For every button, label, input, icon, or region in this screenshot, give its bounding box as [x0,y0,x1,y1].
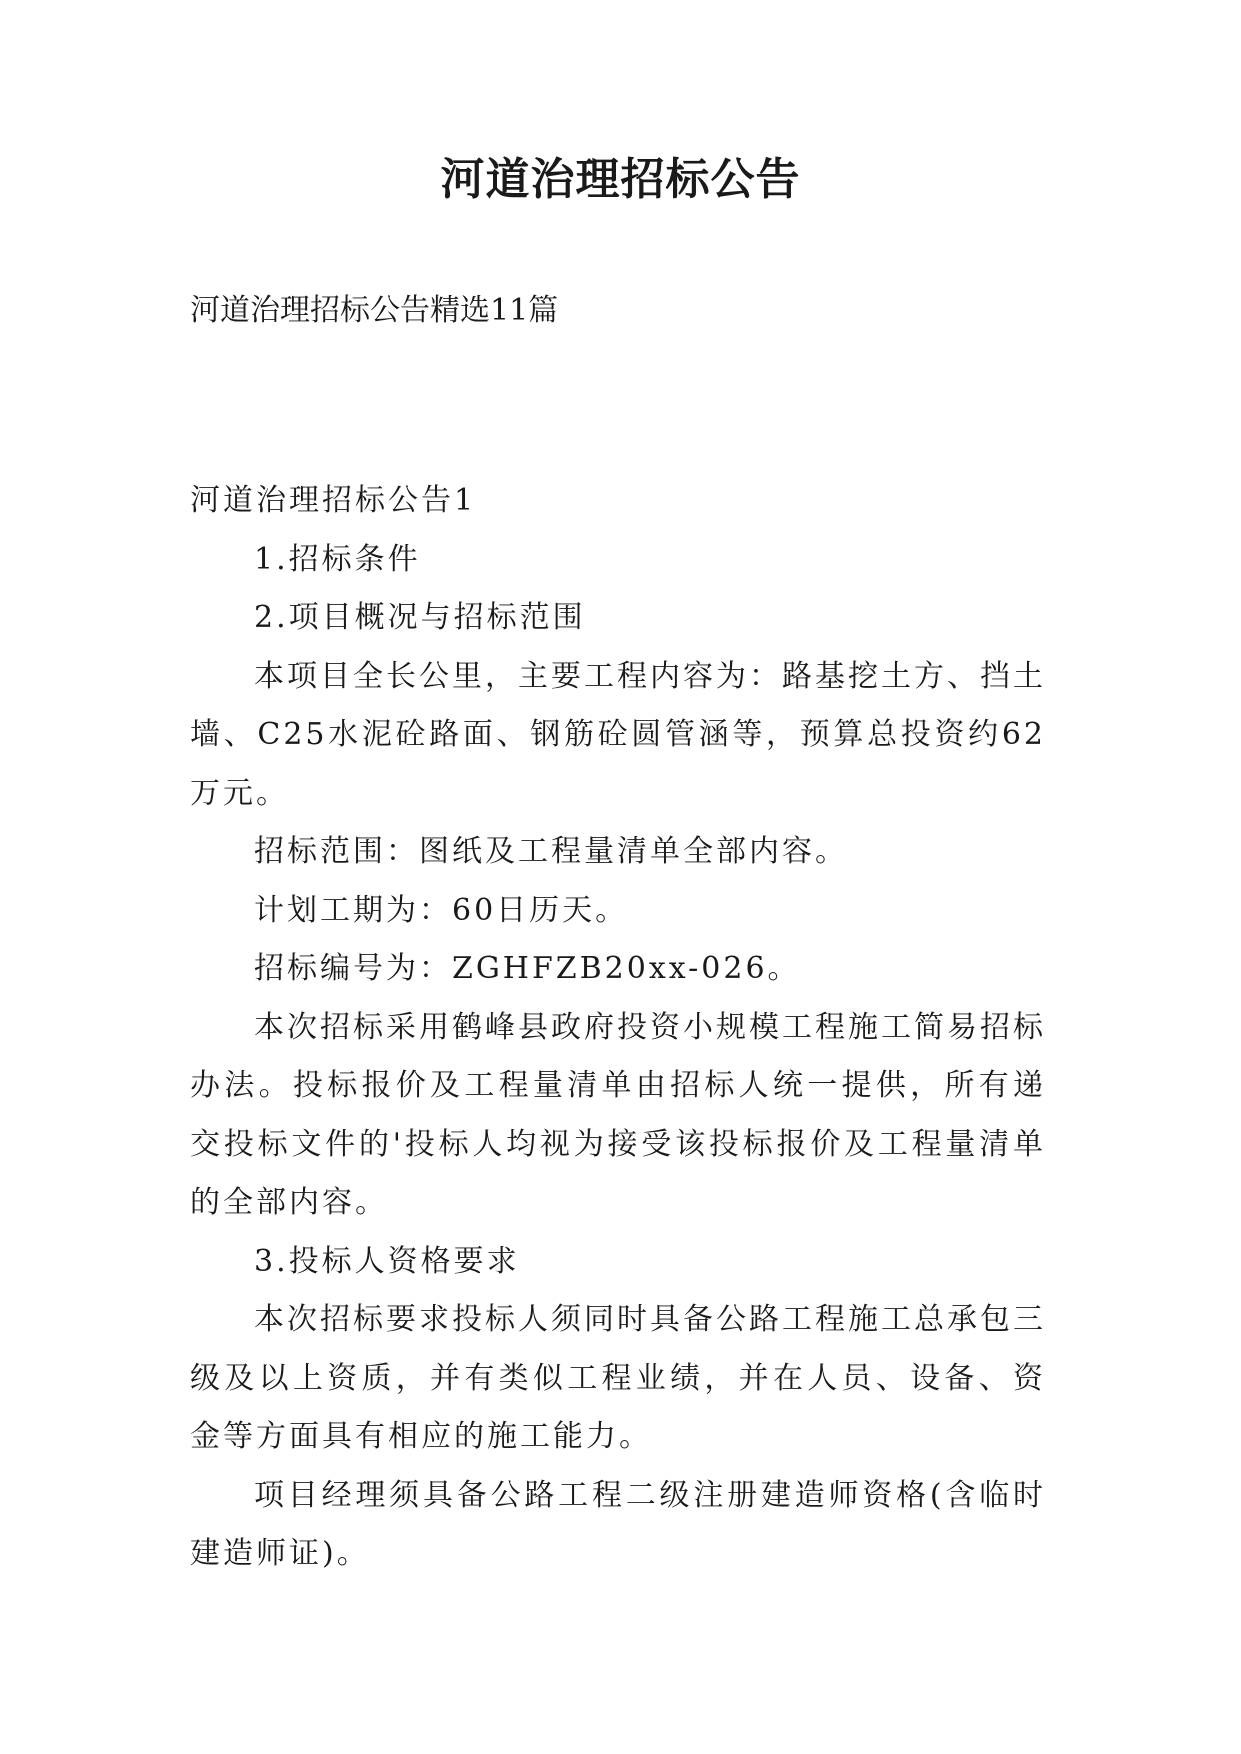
document-body [190,472,1046,1584]
paragraph-bidding-method: 本次招标采用鹤峰县政府投资小规模工程施工简易招标办法。投标报价及工程量清单由招标人统一提供，所有递交投标文件的'投标人均视为接受该投标报价及工程量清单的全部内容。 [190,1009,1046,1220]
document-subtitle: 河道治理招标公告精选11篇 [190,293,559,328]
paragraph-qualification-requirements: 本次招标要求投标人须同时具备公路工程施工总承包三级及以上资质，并有类似工程业绩，并在人员、设备、资金等方面具有相应的施工能力。 [190,1302,1046,1454]
paragraph-bidding-scope: 招标范围：图纸及工程量清单全部内容。 [254,834,848,869]
paragraph-project-overview-heading: 2.项目概况与招标范围 [254,600,586,635]
section-heading: 河道治理招标公告1 [190,483,477,518]
paragraph-project-content: 本项目全长公里，主要工程内容为：路基挖土方、挡土墙、C25水泥砼路面、钢筋砼圆管涵等，预算总投资约62万元。 [190,658,1046,811]
paragraph-bid-number: 招标编号为：ZGHFZB20xx-026。 [254,951,801,986]
document-title: 河道治理招标公告 [440,154,801,205]
paragraph-schedule: 计划工期为：60日历天。 [254,892,629,928]
paragraph-qualification-heading: 3.投标人资格要求 [254,1243,520,1279]
paragraph-project-manager: 项目经理须具备公路工程二级注册建造师资格(含临时建造师证)。 [190,1477,1046,1571]
paragraph-bidding-conditions: 1.招标条件 [254,541,421,577]
